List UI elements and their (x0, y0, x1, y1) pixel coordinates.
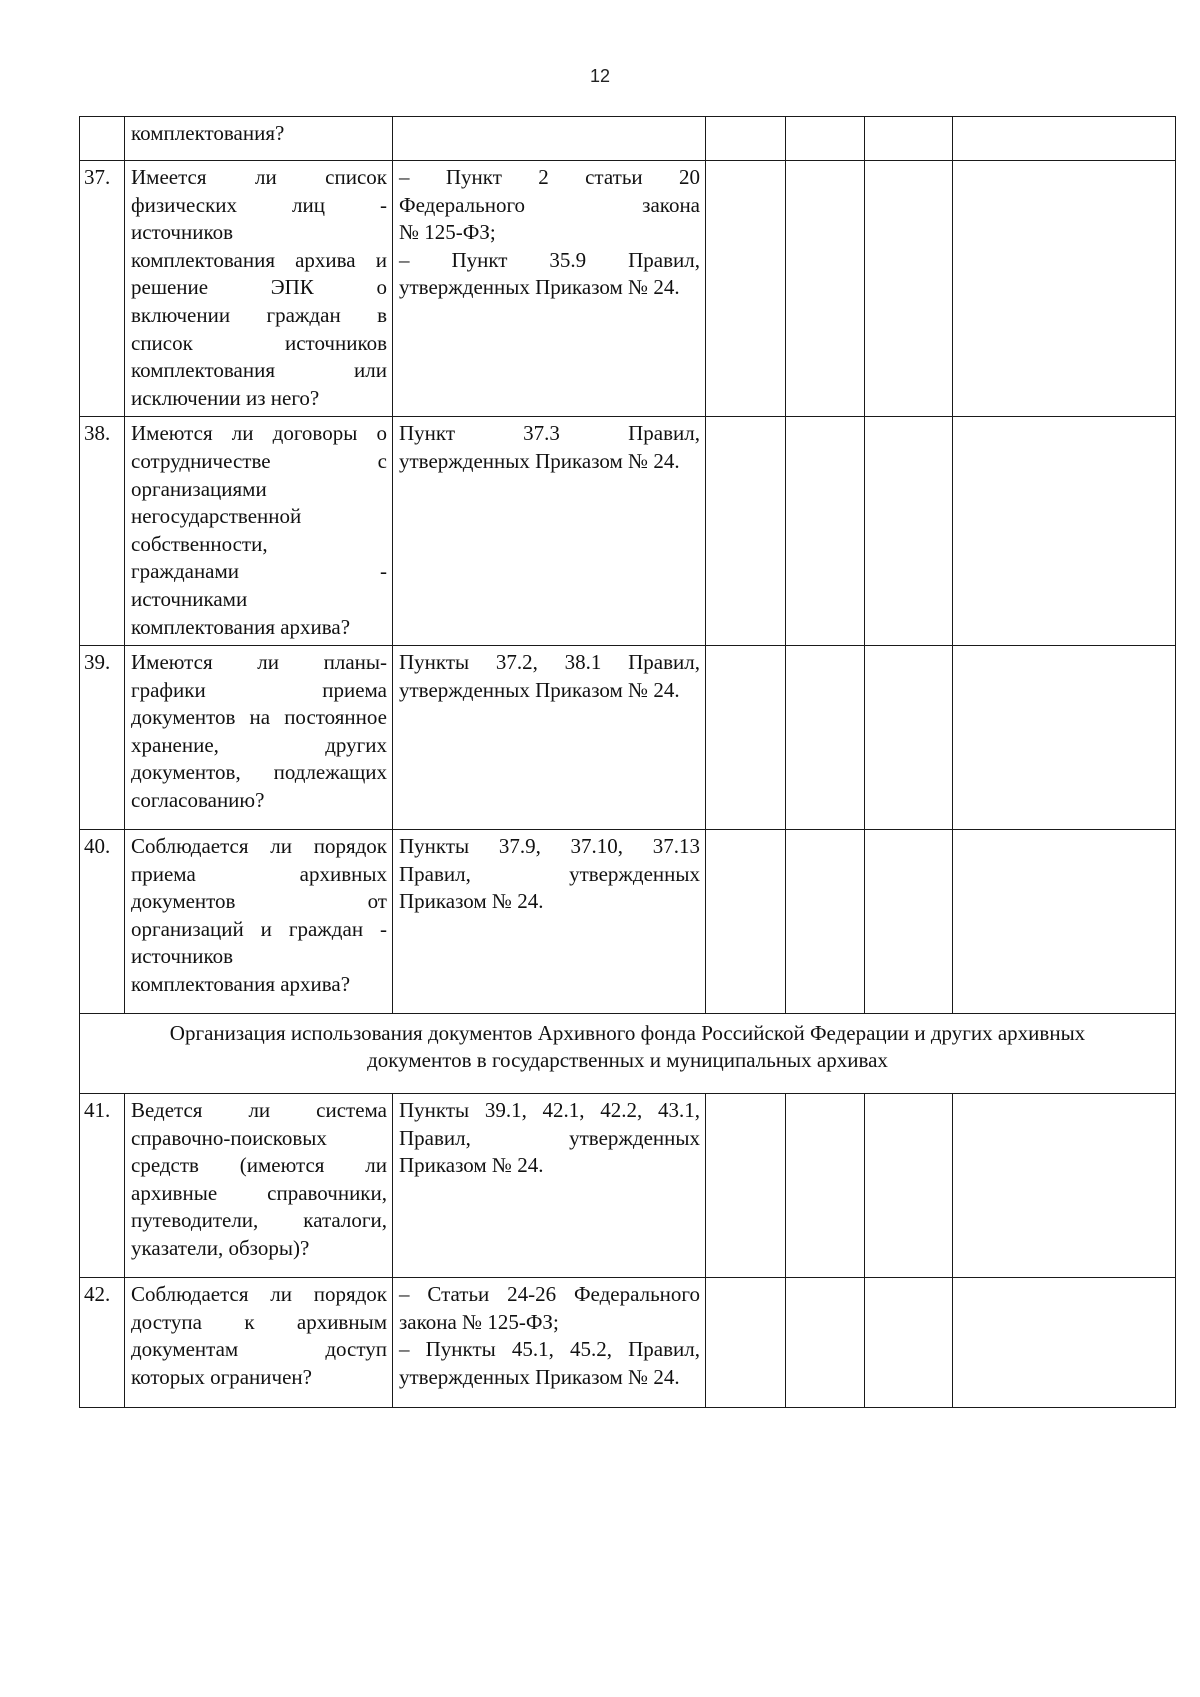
note-cell[interactable] (953, 1094, 1176, 1278)
answer-yes-cell[interactable] (706, 830, 786, 1014)
table-row (80, 1278, 1176, 1408)
answer-no-cell[interactable] (786, 646, 865, 830)
question-cell (125, 646, 393, 830)
page-number: 12 (589, 66, 611, 86)
question-line: организациями (131, 476, 267, 501)
requisite-line: – Пункт 35.9 Правил, (399, 247, 700, 272)
answer-no-cell[interactable] (786, 161, 865, 417)
section-header (80, 1014, 1176, 1094)
section-header-line: документов в государственных и муниципальных архивах (367, 1048, 888, 1073)
note-cell[interactable] (953, 117, 1176, 161)
question-line: комплектования? (131, 121, 285, 145)
row-number: 37. (80, 161, 125, 417)
table-row (80, 1094, 1176, 1278)
question-line: приема архивных (131, 861, 387, 886)
answer-no-cell[interactable] (786, 417, 865, 646)
table-row (80, 161, 1176, 417)
answer-no-cell[interactable] (786, 830, 865, 1014)
row-number (80, 117, 125, 161)
question-cell (125, 161, 393, 417)
requisite-line: – Статьи 24-26 Федерального (399, 1282, 700, 1307)
table-row (80, 646, 1176, 830)
question-line: путеводители, каталоги, (131, 1208, 387, 1233)
requisite-line: Приказом № 24. (399, 1153, 544, 1178)
answer-no-cell[interactable] (786, 1094, 865, 1278)
question-line: гражданами - (131, 559, 387, 584)
question-line: Имеются ли договоры о (131, 421, 387, 446)
row-number: 40. (80, 830, 125, 1014)
answer-no-cell[interactable] (786, 1278, 865, 1408)
answer-yes-cell[interactable] (706, 1094, 786, 1278)
question-line: документов от (131, 889, 387, 914)
requisite-line: утвержденных Приказом № 24. (399, 1364, 680, 1389)
requisite-line: закона № 125-ФЗ; (399, 1309, 559, 1334)
question-line: источников (131, 220, 234, 245)
requisite-line: – Пункты 45.1, 45.2, Правил, (399, 1337, 700, 1362)
requisites-cell (393, 117, 706, 161)
answer-yes-cell[interactable] (706, 646, 786, 830)
question-line: комплектования или (131, 358, 387, 383)
question-line: документов, подлежащих (131, 760, 387, 785)
row-number: 41. (80, 1094, 125, 1278)
question-line: комплектования архива? (131, 972, 351, 997)
answer-yes-cell[interactable] (706, 117, 786, 161)
question-line: негосударственной (131, 504, 302, 529)
requisite-line: Правил, утвержденных (399, 1125, 700, 1150)
note-cell[interactable] (953, 830, 1176, 1014)
answer-na-cell[interactable] (865, 417, 953, 646)
requisite-line: № 125-ФЗ; (399, 220, 496, 245)
answer-na-cell[interactable] (865, 1278, 953, 1408)
question-line: источниками (131, 586, 248, 611)
requisites-cell (393, 161, 706, 417)
requisite-line: Правил, утвержденных (399, 861, 700, 886)
requisite-line: утвержденных Приказом № 24. (399, 448, 680, 473)
answer-na-cell[interactable] (865, 117, 953, 161)
note-cell[interactable] (953, 646, 1176, 830)
checklist-table (79, 116, 1176, 1408)
question-line: организаций и граждан - (131, 916, 387, 941)
question-line: указатели, обзоры)? (131, 1236, 310, 1261)
table-row (80, 417, 1176, 646)
answer-na-cell[interactable] (865, 646, 953, 830)
question-line: исключении из него? (131, 385, 320, 410)
answer-yes-cell[interactable] (706, 1278, 786, 1408)
question-line: хранение, других (131, 732, 387, 757)
question-cell (125, 117, 393, 161)
requisites-cell (393, 417, 706, 646)
question-line: доступа к архивным (131, 1309, 387, 1334)
question-cell (125, 1278, 393, 1408)
question-line: справочно-поисковых (131, 1125, 327, 1150)
requisite-line: Пункты 37.2, 38.1 Правил, (399, 650, 700, 675)
note-cell[interactable] (953, 417, 1176, 646)
requisites-cell (393, 830, 706, 1014)
question-line: архивные справочники, (131, 1180, 387, 1205)
requisite-line: Пункты 39.1, 42.1, 42.2, 43.1, (399, 1098, 700, 1123)
question-line: комплектования архива? (131, 614, 351, 639)
requisites-cell (393, 1094, 706, 1278)
requisite-line: Приказом № 24. (399, 889, 544, 914)
question-line: документов на постоянное (131, 705, 387, 730)
answer-na-cell[interactable] (865, 830, 953, 1014)
answer-yes-cell[interactable] (706, 417, 786, 646)
row-number: 39. (80, 646, 125, 830)
answer-na-cell[interactable] (865, 1094, 953, 1278)
question-line: Соблюдается ли порядок (131, 834, 387, 859)
requisite-line: утвержденных Приказом № 24. (399, 677, 680, 702)
question-line: сотрудничестве с (131, 448, 387, 473)
question-cell (125, 830, 393, 1014)
requisite-line: Федерального закона (399, 192, 700, 217)
note-cell[interactable] (953, 1278, 1176, 1408)
requisites-cell (393, 1278, 706, 1408)
requisite-line: утвержденных Приказом № 24. (399, 275, 680, 300)
table-row (80, 117, 1176, 161)
question-cell (125, 1094, 393, 1278)
question-line: которых ограничен? (131, 1364, 312, 1389)
question-line: согласованию? (131, 788, 265, 813)
question-line: Соблюдается ли порядок (131, 1282, 387, 1307)
question-line: графики приема (131, 677, 387, 702)
question-line: документам доступ (131, 1337, 387, 1362)
answer-no-cell[interactable] (786, 117, 865, 161)
requisite-line: Пункт 37.3 Правил, (399, 421, 700, 446)
row-number: 38. (80, 417, 125, 646)
requisite-line: – Пункт 2 статьи 20 (399, 165, 700, 189)
question-line: источников (131, 944, 234, 969)
section-header-line: Организация использования документов Архивного фонда Российской Федерации и других архивных (169, 1021, 1086, 1046)
question-line: собственности, (131, 531, 268, 556)
question-line: Имеются ли планы- (131, 650, 387, 675)
answer-na-cell[interactable] (865, 161, 953, 417)
section-header-row (80, 1014, 1176, 1094)
question-line: физических лиц - (131, 192, 387, 217)
question-line: включении граждан в (131, 302, 387, 327)
question-line: решение ЭПК о (131, 275, 387, 300)
question-line: средств (имеются ли (131, 1153, 387, 1178)
requisite-line: Пункты 37.9, 37.10, 37.13 (399, 834, 700, 859)
question-line: комплектования архива и (131, 247, 387, 272)
question-cell (125, 417, 393, 646)
question-line: Имеется ли список (131, 165, 387, 189)
table-row (80, 830, 1176, 1014)
note-cell[interactable] (953, 161, 1176, 417)
question-line: список источников (131, 330, 387, 355)
answer-yes-cell[interactable] (706, 161, 786, 417)
row-number: 42. (80, 1278, 125, 1408)
question-line: Ведется ли система (131, 1098, 387, 1123)
requisites-cell (393, 646, 706, 830)
